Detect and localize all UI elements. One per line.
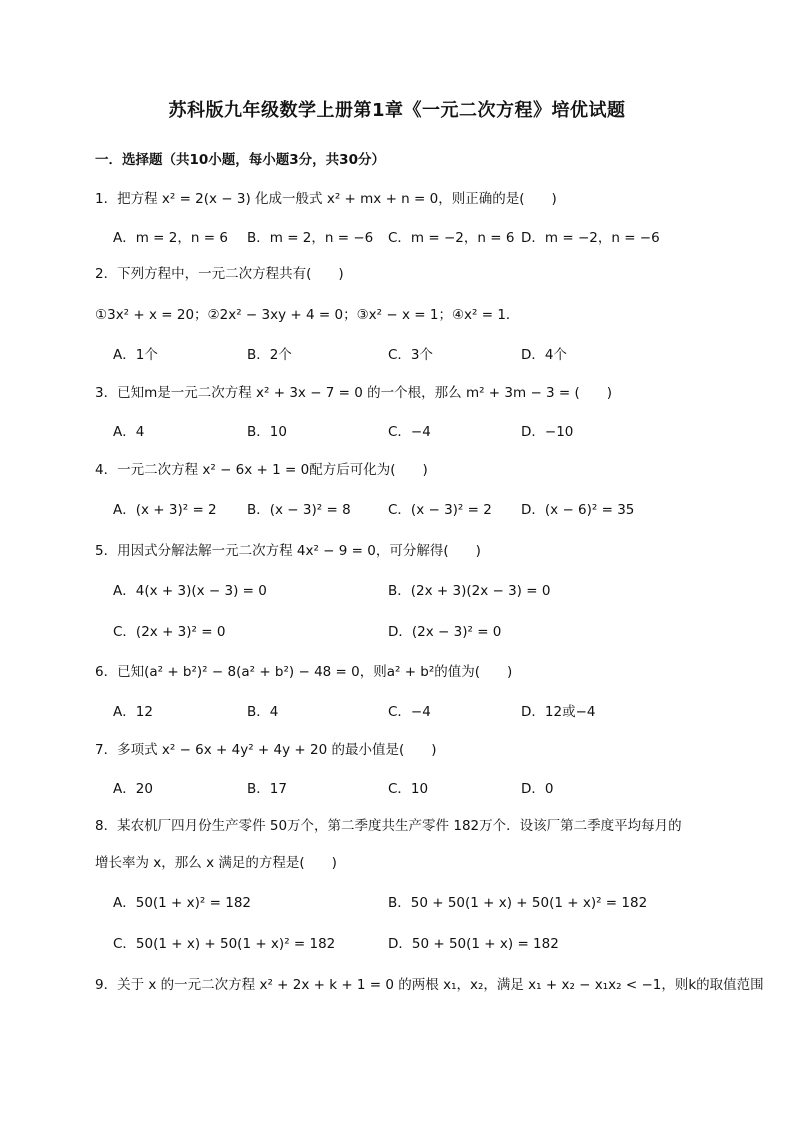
question-4-stem: 4．一元二次方程 x² − 6x + 1 = 0配方后可化为( ): [95, 462, 428, 478]
question-2-option-c: C．3个: [388, 347, 434, 363]
question-4-option-c: C．(x − 3)² = 2: [388, 502, 492, 518]
question-7-stem: 7．多项式 x² − 6x + 4y² + 4y + 20 的最小值是( ): [95, 742, 437, 758]
question-6-option-b: B．4: [247, 704, 279, 720]
question-4-option-b: B．(x − 3)² = 8: [247, 502, 351, 518]
question-8-stem: 8．某农机厂四月份生产零件 50万个，第二季度共生产零件 182万个．设该厂第二季度平均每月的: [95, 818, 682, 834]
question-2-option-d: D．4个: [521, 347, 567, 363]
question-6-option-a: A．12: [113, 704, 153, 720]
question-1-option-b: B．m = 2，n = −6: [247, 230, 374, 246]
question-6-stem: 6．已知(a² + b²)² − 8(a² + b²) − 48 = 0，则a² + b²的值为( ): [95, 664, 513, 680]
question-6-option-c: C．−4: [388, 704, 431, 720]
question-5-option-a: A．4(x + 3)(x − 3) = 0: [113, 583, 267, 599]
question-8-option-b: B．50 + 50(1 + x) + 50(1 + x)² = 182: [388, 895, 648, 911]
question-7-option-b: B．17: [247, 781, 287, 797]
question-3-option-a: A．4: [113, 424, 145, 440]
question-6-option-d: D．12或−4: [521, 704, 596, 720]
section-heading: 一．选择题（共10小题，每小题3分，共30分）: [95, 152, 385, 168]
question-3-option-c: C．−4: [388, 424, 431, 440]
question-5-stem: 5．用因式分解法解一元二次方程 4x² − 9 = 0，可分解得( ): [95, 543, 481, 559]
question-2-equations: ①3x² + x = 20；②2x² − 3xy + 4 = 0；③x² − x = 1；④x² = 1．: [95, 307, 520, 323]
question-2-option-a: A．1个: [113, 347, 158, 363]
question-3-option-b: B．10: [247, 424, 287, 440]
question-1-option-a: A．m = 2，n = 6: [113, 230, 228, 246]
question-1-stem: 1．把方程 x² = 2(x − 3) 化成一般式 x² + mx + n = 0，则正确的是( ): [95, 191, 557, 207]
question-3-stem: 3．已知m是一元二次方程 x² + 3x − 7 = 0 的一个根，那么 m² + 3m − 3 = ( ): [95, 385, 613, 401]
question-2-stem: 2．下列方程中，一元二次方程共有( ): [95, 266, 344, 282]
question-5-option-d: D．(2x − 3)² = 0: [388, 624, 502, 640]
question-3-option-d: D．−10: [521, 424, 574, 440]
question-7-option-d: D．0: [521, 781, 554, 797]
question-1-option-d: D．m = −2，n = −6: [521, 230, 660, 246]
question-5-option-b: B．(2x + 3)(2x − 3) = 0: [388, 583, 551, 599]
question-9-stem: 9．关于 x 的一元二次方程 x² + 2x + k + 1 = 0 的两根 x₁，x₂，满足 x₁ + x₂ − x₁x₂ < −1，则k的取值范围: [95, 977, 764, 993]
question-8-option-a: A．50(1 + x)² = 182: [113, 895, 251, 911]
question-5-option-c: C．(2x + 3)² = 0: [113, 624, 226, 640]
question-7-option-a: A．20: [113, 781, 153, 797]
question-8-option-c: C．50(1 + x) + 50(1 + x)² = 182: [113, 936, 336, 952]
question-8-option-d: D．50 + 50(1 + x) = 182: [388, 936, 559, 952]
document-title: 苏科版九年级数学上册第1章《一元二次方程》培优试题: [168, 100, 626, 121]
question-4-option-a: A．(x + 3)² = 2: [113, 502, 217, 518]
question-8-stem-continued: 增长率为 x，那么 x 满足的方程是( ): [95, 855, 337, 871]
question-4-option-d: D．(x − 6)² = 35: [521, 502, 635, 518]
question-7-option-c: C．10: [388, 781, 429, 797]
question-1-option-c: C．m = −2，n = 6: [388, 230, 515, 246]
question-2-option-b: B．2个: [247, 347, 292, 363]
